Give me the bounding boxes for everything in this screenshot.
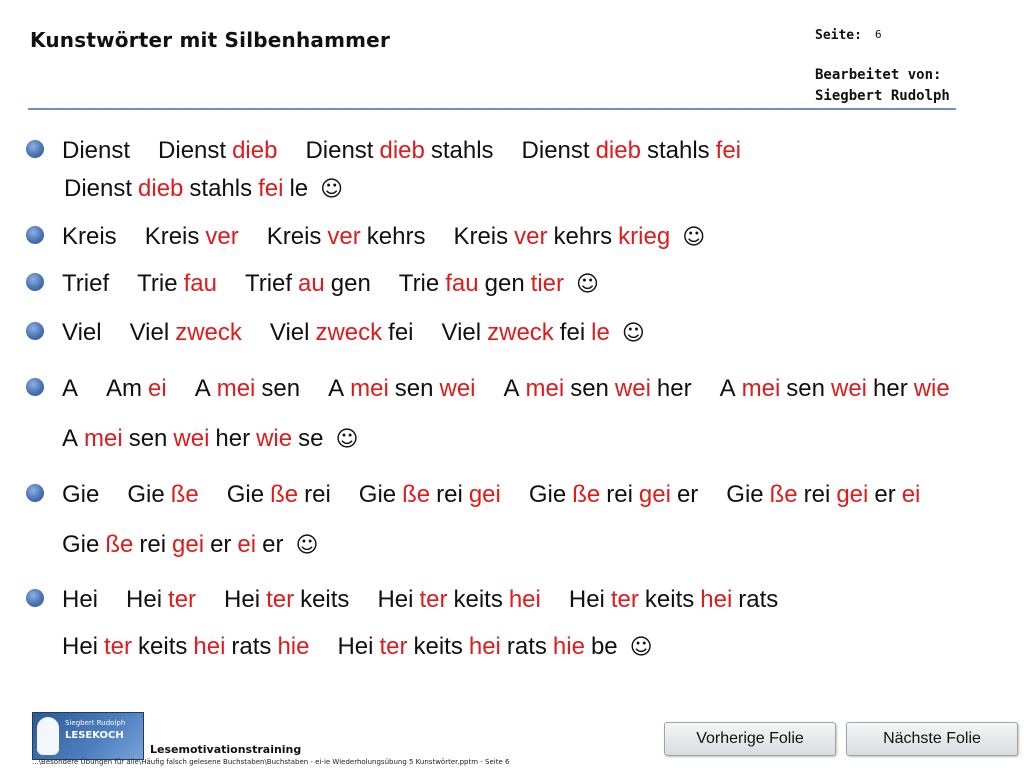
syllable: Dienst [521,137,590,164]
syllable: sen [128,425,168,452]
pseudo-word [227,480,331,510]
syllable: zweck [175,319,242,346]
pseudo-word [399,269,599,300]
syllable: Gie [358,481,397,508]
smiley-icon: ☺ [335,427,359,452]
syllable: her [215,425,251,452]
pseudo-word [137,269,217,299]
syllable: hie [552,633,585,660]
syllable: A [503,375,520,402]
pseudo-word [158,136,277,166]
exercise-line [0,530,1024,560]
syllable: Viel [62,319,102,346]
bullet-icon [26,322,44,340]
syllable: mei [216,375,256,402]
page-number: 6 [875,28,882,41]
syllable: tier [530,270,565,297]
exercise-line [0,585,1024,615]
syllable: ei [901,481,921,508]
syllable: dieb [232,137,278,164]
smiley-icon: ☺ [621,321,645,346]
exercise-line [0,424,1024,454]
syllable: A [328,375,345,402]
syllable: rats [738,586,779,613]
syllable: mei [350,375,389,402]
syllable: stahls [430,137,494,164]
syllable: Gie [62,481,100,508]
syllable: rats [506,633,547,660]
pseudo-word [442,318,645,349]
pseudo-word [62,318,102,348]
syllable: er [210,531,232,558]
smiley-icon: ☺ [295,533,319,558]
syllable: gei [638,481,671,508]
pseudo-word [305,136,493,166]
pseudo-word [224,585,349,615]
syllable: Hei [377,586,414,613]
pseudo-word [337,632,652,663]
syllable: Kreis [453,223,509,250]
syllable: ße [105,531,134,558]
pseudo-word [529,480,698,510]
syllable: dieb [138,175,184,202]
syllable: stahls [189,175,253,202]
syllable: hie [277,633,310,660]
pseudo-word [522,136,741,166]
exercise-line [0,174,1024,204]
lightbulb-icon [37,717,59,755]
exercise-line [0,136,1024,166]
pseudo-word [453,222,705,253]
word-line [62,480,920,510]
syllable: A [719,375,736,402]
lesekoch-logo [32,712,144,760]
syllable: keits [413,633,463,660]
pseudo-word [145,222,239,252]
logo-author: Siegbert Rudolph [65,719,126,727]
syllable: ver [205,223,239,250]
syllable: sen [394,375,434,402]
pseudo-word [62,480,99,510]
syllable: stahls [646,137,710,164]
word-line [62,318,645,349]
pseudo-word [569,585,778,615]
syllable: hei [508,586,541,613]
bullet-icon [26,484,44,502]
syllable: rei [436,481,463,508]
syllable: ter [610,586,639,613]
syllable: ße [572,481,601,508]
syllable: Kreis [62,223,117,250]
pseudo-word [62,374,78,404]
syllable: fau [445,270,479,297]
pseudo-word [62,136,130,166]
word-line [62,585,778,615]
syllable: Kreis [144,223,200,250]
syllable: Gie [726,481,764,508]
syllable: Hei [62,633,99,660]
exercise-line [0,632,1024,662]
logo-brand: LESEKOCH [65,730,124,741]
syllable: Gie [528,481,567,508]
pseudo-word [328,374,475,404]
smiley-icon: ☺ [682,225,706,250]
syllable: hei [193,633,226,660]
file-path: ...\Besondere Übungen für alle\Häufig falsch gelesene Buchstaben\Buchstaben - ei-ie Wiederholungsübung 5 Kunstwörter.pptm - Seite 6 [32,758,510,766]
syllable: kehrs [366,223,426,250]
syllable: Trief [244,270,293,297]
pseudo-word [62,222,117,252]
pseudo-word [127,480,198,510]
syllable: ße [402,481,431,508]
syllable: keits [644,586,695,613]
syllable: rei [803,481,831,508]
pseudo-word [359,480,501,510]
pseudo-word [720,374,950,404]
word-line [62,374,950,404]
syllable: er [874,481,896,508]
previous-slide-button[interactable]: Vorherige Folie [664,722,836,756]
pseudo-word [267,222,426,252]
syllable: keits [300,586,350,613]
syllable: A [62,375,79,402]
exercise-line [0,480,1024,510]
syllable: A [194,375,211,402]
syllable: Hei [568,586,605,613]
syllable: fei [715,137,742,164]
pseudo-word [726,480,920,510]
smiley-icon: ☺ [576,272,599,297]
syllable: fau [183,270,217,297]
word-line [62,269,599,300]
bullet-icon [26,226,44,244]
syllable: Viel [441,319,482,346]
syllable: A [62,425,79,452]
syllable: Viel [129,319,170,346]
pseudo-word [126,585,196,615]
syllable: wei [439,375,476,402]
smiley-icon: ☺ [629,635,653,660]
exercise-line [0,269,1024,299]
pseudo-word [195,374,300,404]
syllable: er [676,481,699,508]
bullet-icon [26,273,44,291]
header-divider [28,108,956,110]
syllable: ver [327,223,361,250]
pseudo-word [62,424,358,455]
syllable: fei [258,175,284,202]
syllable: be [590,633,618,660]
syllable: le [591,319,610,346]
syllable: gei [172,531,205,558]
syllable: gei [468,481,501,508]
syllable: kehrs [553,223,613,250]
syllable: wei [830,375,867,402]
syllable: au [298,270,325,297]
exercise-line [0,222,1024,252]
author-name: Siegbert Rudolph [815,88,950,104]
syllable: ei [148,375,167,402]
syllable: gei [836,481,869,508]
page-label: Seite: [815,28,862,43]
pseudo-word [270,318,414,348]
syllable: ße [270,481,299,508]
pseudo-word [504,374,692,404]
syllable: ter [104,633,133,660]
syllable: Dienst [158,137,227,164]
syllable: Dienst [305,137,374,164]
smiley-icon: ☺ [320,177,344,202]
syllable: dieb [379,137,425,164]
syllable: Dienst [62,137,131,164]
syllable: hei [468,633,501,660]
syllable: Trie [398,270,440,297]
syllable: krieg [618,223,671,250]
syllable: ße [170,481,199,508]
syllable: Hei [224,586,261,613]
exercise-line [0,374,1024,404]
syllable: Viel [269,319,310,346]
word-line [62,530,318,561]
syllable: rei [139,531,167,558]
syllable: ße [769,481,798,508]
syllable: fei [388,319,414,346]
pseudo-word [62,530,318,561]
syllable: Trief [62,270,110,297]
syllable: mei [525,375,565,402]
footer-title: Lesemotivationstraining [150,743,302,756]
pseudo-word [106,374,167,404]
word-line [62,424,358,455]
bullet-icon [26,378,44,396]
syllable: Am [106,375,143,402]
word-line [64,174,343,205]
page-title: Kunstwörter mit Silbenhammer [30,28,391,52]
syllable: keits [138,633,188,660]
syllable: gen [330,270,371,297]
syllable: wei [173,425,210,452]
syllable: wei [614,375,651,402]
pseudo-word [377,585,540,615]
syllable: mei [741,375,781,402]
syllable: Trie [137,270,178,297]
syllable: rei [606,481,633,508]
syllable: zweck [315,319,383,346]
word-line [62,222,705,253]
syllable: fei [559,319,586,346]
bullet-icon [26,589,44,607]
syllable: Hei [126,586,163,613]
syllable: ver [514,223,548,250]
pseudo-word [64,174,343,205]
syllable: wie [913,375,950,402]
syllable: sen [570,375,609,402]
exercise-line [0,318,1024,348]
syllable: ei [237,531,257,558]
syllable: le [289,175,309,202]
pseudo-word [62,269,109,299]
syllable: dieb [595,137,641,164]
pseudo-word [62,585,98,615]
syllable: her [656,375,692,402]
bullet-icon [26,140,44,158]
syllable: ter [266,586,295,613]
syllable: ter [168,586,197,613]
syllable: mei [84,425,123,452]
syllable: ter [419,586,448,613]
word-line [62,136,741,166]
next-slide-button[interactable]: Nächste Folie [846,722,1018,756]
syllable: Hei [62,586,99,613]
syllable: Dienst [64,175,133,202]
syllable: hei [700,586,733,613]
edited-by-label: Bearbeitet von: [815,67,942,83]
syllable: her [873,375,908,402]
pseudo-word [245,269,371,299]
syllable: Gie [62,531,100,558]
syllable: Hei [337,633,374,660]
syllable: keits [453,586,503,613]
pseudo-word [130,318,242,348]
syllable: Gie [127,481,165,508]
syllable: wie [256,425,293,452]
pseudo-word [62,632,309,662]
syllable: gen [484,270,525,297]
syllable: se [298,425,324,452]
syllable: Kreis [266,223,322,250]
word-line [62,632,653,663]
syllable: sen [261,375,301,402]
syllable: zweck [487,319,554,346]
syllable: rei [304,481,331,508]
syllable: er [262,531,284,558]
syllable: rats [231,633,272,660]
syllable: Gie [226,481,265,508]
syllable: ter [379,633,408,660]
syllable: sen [786,375,825,402]
